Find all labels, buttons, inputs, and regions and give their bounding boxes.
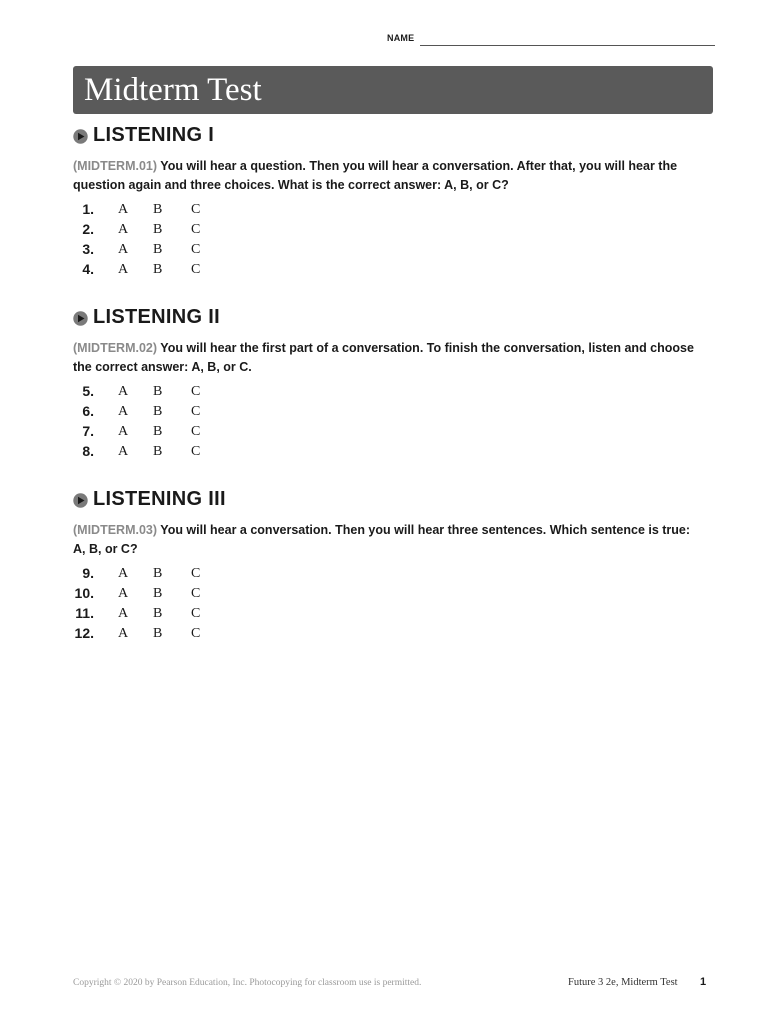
option-c[interactable]: C	[191, 242, 201, 257]
section-instructions	[73, 339, 698, 377]
option-b[interactable]: B	[153, 404, 163, 419]
footer-reference: Future 3 2e, Midterm Test	[568, 977, 678, 988]
section-instructions	[73, 521, 698, 559]
name-label: NAME	[387, 33, 415, 43]
question-row	[73, 564, 713, 584]
section-listening-3	[73, 488, 713, 644]
section-header	[73, 488, 713, 514]
option-b[interactable]: B	[153, 626, 163, 641]
option-a[interactable]: A	[118, 606, 129, 621]
question-number: 10.	[74, 585, 94, 601]
option-c[interactable]: C	[191, 404, 201, 419]
section-title: LISTENING II	[93, 306, 220, 328]
question-number: 3.	[82, 241, 94, 257]
question-number: 4.	[82, 261, 94, 277]
question-number: 8.	[82, 443, 94, 459]
question-number: 7.	[82, 423, 94, 439]
option-a[interactable]: A	[118, 222, 129, 237]
question-row	[73, 402, 713, 422]
option-a[interactable]: A	[118, 424, 129, 439]
question-number: 12.	[74, 625, 94, 641]
option-b[interactable]: B	[153, 384, 163, 399]
option-a[interactable]: A	[118, 242, 129, 257]
option-a[interactable]: A	[118, 586, 129, 601]
option-a[interactable]: A	[118, 202, 129, 217]
instructions-text: You will hear a question. Then you will hear a conversation. After that, you will hear the question again and three choices. What is the correct answer: A, B, or C?	[73, 159, 678, 192]
section-title: LISTENING I	[93, 124, 215, 146]
option-b[interactable]: B	[153, 444, 163, 459]
answer-list	[73, 382, 713, 462]
option-a[interactable]: A	[118, 444, 129, 459]
section-header	[73, 306, 713, 332]
section-header	[73, 124, 713, 150]
question-number: 11.	[75, 605, 94, 621]
section-code: (MIDTERM.01)	[73, 159, 158, 173]
question-number: 1.	[82, 201, 94, 217]
play-circle-icon	[73, 129, 88, 144]
instructions-text: You will hear the first part of a conversation. To finish the conversation, listen and choose the correct answer: A, B, or C.	[73, 341, 694, 374]
option-c[interactable]: C	[191, 222, 201, 237]
question-row	[73, 584, 713, 604]
section-listening-2	[73, 306, 713, 462]
footer-copyright: Copyright © 2020 by Pearson Education, Inc. Photocopying for classroom use is permitted.	[73, 978, 422, 988]
option-c[interactable]: C	[191, 262, 201, 277]
option-b[interactable]: B	[153, 242, 163, 257]
option-c[interactable]: C	[191, 626, 201, 641]
option-c[interactable]: C	[191, 384, 201, 399]
question-number: 2.	[82, 221, 94, 237]
option-c[interactable]: C	[191, 586, 201, 601]
question-row	[73, 422, 713, 442]
option-a[interactable]: A	[118, 384, 129, 399]
option-b[interactable]: B	[153, 566, 163, 581]
question-row	[73, 200, 713, 220]
answer-list	[73, 564, 713, 644]
instructions-text: You will hear a conversation. Then you will hear three sentences. Which sentence is true: A, B, or C?	[73, 523, 691, 556]
option-c[interactable]: C	[191, 202, 201, 217]
option-b[interactable]: B	[153, 424, 163, 439]
question-row	[73, 604, 713, 624]
section-code: (MIDTERM.03)	[73, 523, 158, 537]
question-number: 6.	[82, 403, 94, 419]
question-number: 9.	[82, 565, 94, 581]
option-c[interactable]: C	[191, 606, 201, 621]
option-b[interactable]: B	[153, 586, 163, 601]
answer-list	[73, 200, 713, 280]
question-row	[73, 220, 713, 240]
page-title: Midterm Test	[84, 72, 262, 108]
question-row	[73, 240, 713, 260]
page-number: 1	[700, 976, 707, 988]
option-c[interactable]: C	[191, 424, 201, 439]
option-c[interactable]: C	[191, 444, 201, 459]
play-circle-icon	[73, 311, 88, 326]
option-b[interactable]: B	[153, 606, 163, 621]
question-row	[73, 382, 713, 402]
option-a[interactable]: A	[118, 262, 129, 277]
question-row	[73, 260, 713, 280]
name-field[interactable]	[387, 33, 715, 47]
section-listening-1	[73, 124, 713, 280]
option-a[interactable]: A	[118, 626, 129, 641]
title-bar	[73, 66, 713, 114]
section-code: (MIDTERM.02)	[73, 341, 158, 355]
question-row	[73, 442, 713, 462]
option-a[interactable]: A	[118, 404, 129, 419]
option-b[interactable]: B	[153, 222, 163, 237]
question-number: 5.	[82, 383, 94, 399]
play-circle-icon	[73, 493, 88, 508]
option-b[interactable]: B	[153, 202, 163, 217]
option-b[interactable]: B	[153, 262, 163, 277]
name-line[interactable]	[420, 45, 715, 46]
question-row	[73, 624, 713, 644]
section-title: LISTENING III	[93, 488, 226, 510]
section-instructions	[73, 157, 698, 195]
option-c[interactable]: C	[191, 566, 201, 581]
option-a[interactable]: A	[118, 566, 129, 581]
